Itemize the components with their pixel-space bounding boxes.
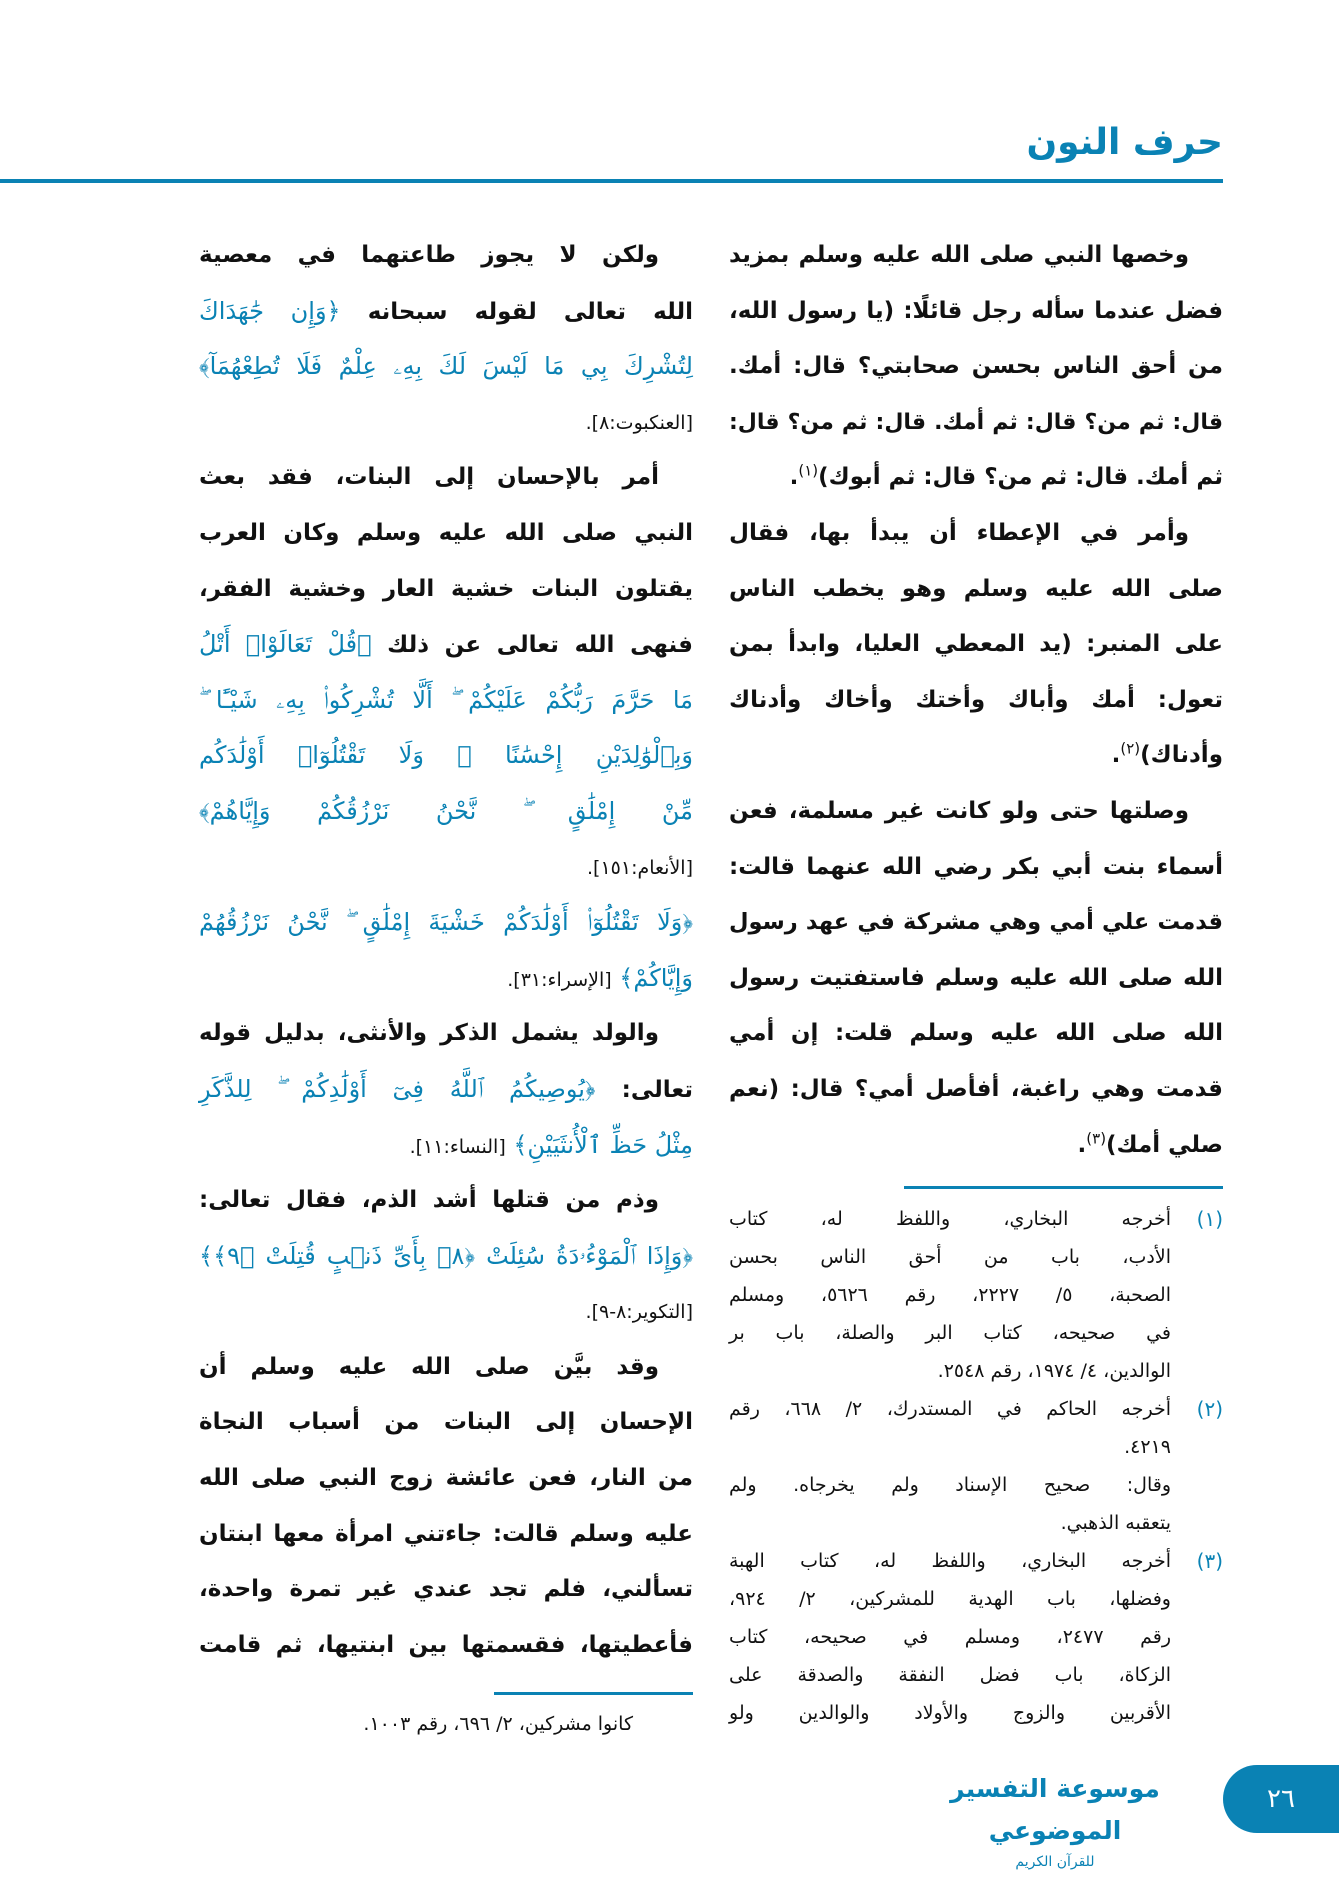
text-line — [199, 395, 693, 451]
quran-verse: مِّنْ إِمْلَٰقٍ ۖ نَّحْنُ نَرْزُقُكُمْ وَإِيَّاهُمْ﴾ — [199, 796, 693, 825]
quran-verse: ﴿يُوصِيكُمُ ٱللَّهُ فِىٓ أَوْلَٰدِكُمْ ۖ لِلذَّكَرِ — [199, 1074, 596, 1103]
text-line — [199, 228, 693, 284]
text-line — [199, 284, 693, 340]
footnote — [729, 1390, 1223, 1542]
footnote-line: وقال: صحيح الإسناد ولم يخرجاه. ولم — [729, 1474, 1171, 1496]
footnote-line: الصحبة، ٥/ ٢٢٢٧، رقم ٥٦٢٦، ومسلم — [729, 1284, 1171, 1306]
quran-verse: ﴿وَلَا تَقْتُلُوٓا۟ أَوْلَٰدَكُمْ خَشْيَةَ إِمْلَٰقٍ ۖ نَّحْنُ نَرْزُقُهُمْ — [199, 908, 693, 937]
text-line — [729, 617, 1223, 673]
body-text: ثم أمك. قال: ثم من؟ قال: ثم أبوك) — [818, 464, 1223, 491]
footnote-line: أخرجه البخاري، واللفظ له، كتاب — [729, 1208, 1171, 1230]
footnote-line: الوالدين، ٤/ ١٩٧٤، رقم ٢٥٤٨. — [937, 1360, 1171, 1382]
body-text: صلي أمك) — [1106, 1131, 1223, 1158]
text-line — [199, 1173, 693, 1229]
verse-reference: [الإسراء:٣١]. — [507, 968, 612, 991]
text-line — [199, 1062, 693, 1118]
text-line — [729, 284, 1223, 340]
body-text: تسألني، فلم تجد عندي غير تمرة واحدة، — [199, 1576, 693, 1603]
footnote-separator — [904, 1186, 1223, 1189]
text-line — [199, 895, 693, 951]
header-divider — [0, 179, 1223, 183]
body-text: صلى الله عليه وسلم وهو يخطب الناس — [729, 575, 1223, 602]
body-text: وأدناك) — [1140, 742, 1223, 769]
text-line — [729, 339, 1223, 395]
footnote-line: أخرجه البخاري، واللفظ له، كتاب الهبة — [729, 1550, 1171, 1572]
body-text: وصلتها حتى ولو كانت غير مسلمة، فعن — [729, 797, 1189, 824]
text-line — [199, 728, 693, 784]
body-text: فأعطيتها، فقسمتها بين ابنتيها، ثم قامت — [199, 1631, 693, 1658]
body-text: على المنبر: (يد المعطي العليا، وابدأ بمن — [729, 631, 1223, 658]
body-text: فنهى الله تعالى عن ذلك — [371, 632, 693, 659]
right-text-column — [729, 228, 1223, 1173]
body-text: الله صلى الله عليه وسلم فاستفتيت رسول — [729, 964, 1223, 991]
body-text: وقد بيَّن صلى الله عليه وسلم أن — [199, 1353, 659, 1380]
text-line — [729, 506, 1223, 562]
verse-reference: [العنكبوت:٨]. — [585, 411, 693, 434]
footnote-line: رقم ٢٤٧٧، ومسلم في صحيحه، كتاب — [729, 1626, 1171, 1648]
text-line — [729, 673, 1223, 729]
quran-verse: وَإِيَّاكُمْ﴾ — [611, 963, 693, 992]
body-text: الله صلى الله عليه وسلم قلت: إن أمي — [729, 1020, 1223, 1047]
text-line — [199, 1451, 693, 1507]
footnote-line: يتعقبه الذهبي. — [1060, 1512, 1171, 1534]
text-line — [199, 1562, 693, 1618]
text-line — [199, 1340, 693, 1396]
text-line — [729, 228, 1223, 284]
footnote-line: الأقربين والزوج والأولاد والوالدين ولو — [729, 1702, 1171, 1724]
body-text: وخصها النبي صلى الله عليه وسلم بمزيد — [729, 242, 1189, 268]
left-text-column — [199, 228, 693, 1673]
text-line — [729, 728, 1223, 784]
body-text: عليه وسلم قالت: جاءتني امرأة معها ابنتان — [199, 1520, 693, 1547]
text-line — [729, 395, 1223, 451]
body-text: فضل عندما سأله رجل قائلًا: (يا رسول الله، — [729, 297, 1223, 324]
quran-verse: مِثْلُ حَظِّ ٱلْأُنثَيَيْنِ﴾ — [505, 1130, 693, 1159]
quran-verse: مَا حَرَّمَ رَبُّكُمْ عَلَيْكُمْ ۖ أَلَّا تُشْرِكُوا۟ بِهِۦ شَيْـًٔا ۖ — [199, 685, 693, 714]
quran-verse: لِتُشْرِكَ بِي مَا لَيْسَ لَكَ بِهِۦ عِلْمٌ فَلَا تُطِعْهُمَآ﴾ — [199, 352, 693, 381]
footnote-line: وفضلها، باب الهدية للمشركين، ٢/ ٩٢٤، — [729, 1588, 1171, 1610]
text-line — [199, 951, 693, 1007]
text-line — [199, 1006, 693, 1062]
footnote-line: الأدب، باب من أحق الناس بحسن — [729, 1246, 1171, 1268]
footnote — [729, 1200, 1223, 1390]
text-line — [199, 1284, 693, 1340]
text-line — [729, 951, 1223, 1007]
footnotes — [729, 1200, 1223, 1732]
logo-title: موسوعة التفسير الموضوعي — [950, 1774, 1160, 1845]
body-text: قدمت علي أمي وهي مشركة في عهد رسول — [729, 909, 1223, 936]
page-number-tab — [1223, 1765, 1339, 1833]
body-text: تعالى: — [595, 1076, 693, 1103]
quran-verse: ﴿قُلْ تَعَالَوْا۟ أَتْلُ — [199, 630, 372, 659]
footnote-number: (٢) — [1196, 1397, 1223, 1421]
footnote-number: (١) — [1196, 1207, 1223, 1231]
text-line — [199, 1395, 693, 1451]
quran-verse: ﴿وَإِذَا ٱلْمَوْءُۥدَةُ سُئِلَتْ ﴿٨﴾ بِأَىِّ ذَنۢبٍ قُتِلَتْ ﴿٩﴾﴾ — [199, 1241, 693, 1270]
footnote-number: (٣) — [1196, 1549, 1223, 1573]
text-line — [199, 450, 693, 506]
footnote-line: ٤٢١٩. — [1124, 1436, 1171, 1458]
body-text: وأمر في الإعطاء أن يبدأ بها، فقال — [729, 519, 1189, 546]
body-text: وذم من قتلها أشد الذم، فقال تعالى: — [199, 1187, 659, 1214]
text-line — [729, 1006, 1223, 1062]
footnote-continuation-separator — [494, 1692, 693, 1695]
footnote-line: الزكاة، باب فضل النفقة والصدقة على — [729, 1664, 1171, 1686]
body-text: قال: ثم من؟ قال: ثم أمك. قال: ثم من؟ قال: — [729, 409, 1223, 435]
body-text: تعول: أمك وأباك وأختك وأخاك وأدناك — [729, 686, 1223, 713]
body-text: والولد يشمل الذكر والأنثى، بدليل قوله — [199, 1020, 659, 1047]
body-text: أمر بالإحسان إلى البنات، فقد بعث — [199, 464, 659, 491]
body-text: الله تعالى لقوله سبحانه — [340, 298, 693, 325]
text-line — [199, 673, 693, 729]
footnote-line: أخرجه الحاكم في المستدرك، ٢/ ٦٦٨، رقم — [729, 1398, 1171, 1420]
text-line — [199, 339, 693, 395]
text-line — [199, 1507, 693, 1563]
body-text: قدمت وهي راغبة، أفأصل أمي؟ قال: (نعم — [729, 1075, 1223, 1102]
text-line — [729, 784, 1223, 840]
text-line — [729, 562, 1223, 618]
body-text: ولكن لا يجوز طاعتهما في معصية — [199, 242, 659, 268]
body-text: . — [1077, 1131, 1087, 1158]
text-line — [199, 1618, 693, 1674]
text-line — [199, 840, 693, 896]
verse-reference: [الأنعام:١٥١]. — [586, 856, 693, 879]
text-line — [729, 840, 1223, 896]
body-text: من النار، فعن عائشة زوج النبي صلى الله — [199, 1465, 693, 1492]
verse-reference: [التكوير:٨-٩]. — [585, 1301, 693, 1324]
text-line — [199, 784, 693, 840]
text-line — [729, 1062, 1223, 1118]
body-text: . — [789, 464, 799, 491]
footnote-continuation: كانوا مشركين، ٢/ ٦٩٦، رقم ١٠٠٣. — [363, 1713, 633, 1735]
footnote-marker: (١) — [798, 461, 819, 480]
body-text: من أحق الناس بحسن صحابتي؟ قال: أمك. — [729, 353, 1223, 380]
chapter-title: حرف النون — [1026, 122, 1223, 163]
verse-reference: [النساء:١١]. — [409, 1135, 506, 1158]
logo-subtitle: للقرآن الكريم — [1015, 1854, 1095, 1870]
footnote-marker: (٣) — [1086, 1128, 1107, 1147]
footnote-marker: (٢) — [1120, 739, 1141, 758]
body-text: . — [1111, 742, 1121, 769]
text-line — [199, 1118, 693, 1174]
body-text: الإحسان إلى البنات من أسباب النجاة — [199, 1409, 693, 1436]
text-line — [199, 562, 693, 618]
page-number: ٢٦ — [1267, 1784, 1295, 1814]
text-line — [729, 895, 1223, 951]
text-line — [199, 506, 693, 562]
text-line — [199, 617, 693, 673]
footnote-line: في صحيحه، كتاب البر والصلة، باب بر — [729, 1322, 1171, 1344]
text-line — [199, 1229, 693, 1285]
body-text: النبي صلى الله عليه وسلم وكان العرب — [199, 519, 693, 546]
text-line — [729, 450, 1223, 506]
quran-verse: ﴿وَإِن جَٰهَدَاكَ — [199, 296, 341, 325]
footnote — [729, 1542, 1223, 1732]
body-text: أسماء بنت أبي بكر رضي الله عنهما قالت: — [729, 853, 1223, 880]
book-logo — [935, 1768, 1175, 1870]
quran-verse: وَبِٱلْوَٰلِدَيْنِ إِحْسَٰنًا ۖ وَلَا تَقْتُلُوٓا۟ أَوْلَٰدَكُم — [199, 741, 693, 770]
body-text: يقتلون البنات خشية العار وخشية الفقر، — [199, 575, 693, 602]
text-line — [729, 1118, 1223, 1174]
